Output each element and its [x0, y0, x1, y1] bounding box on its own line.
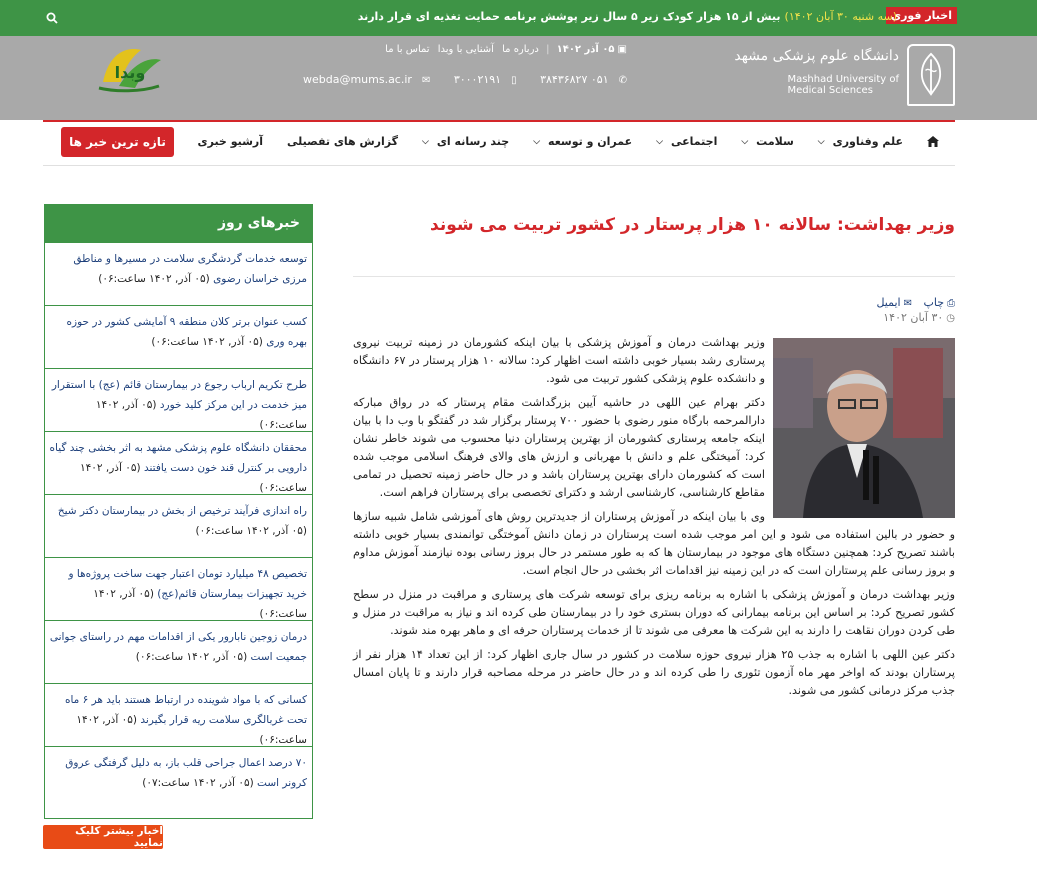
header-contact: [283, 73, 627, 86]
chevron-down-icon: ⌵: [741, 136, 749, 147]
chevron-down-icon: ⌵: [533, 136, 541, 147]
article-tools: [353, 296, 955, 309]
breaking-news-bar: [0, 0, 1037, 36]
article-title: وزیر بهداشت: سالانه ۱۰ هزار پرستار در کشور تربیت می شوند: [353, 215, 955, 277]
email-info[interactable]: ✉webda@mums.ac.ir: [302, 73, 431, 86]
nav-item-development[interactable]: عمران و توسعه ⌵: [533, 135, 633, 148]
search-icon[interactable]: [46, 12, 58, 24]
list-item[interactable]: تخصیص ۴۸ میلیارد تومان اعتبار جهت ساخت پروژه‌ها و خرید تجهیزات بیمارستان قائم(عج) (۰۵ آذر, ۱۴۰۲ ساعت:۰۶): [45, 558, 312, 621]
article-paragraph: وزیر بهداشت درمان و آموزش پزشکی با بیان اینکه کشورمان در زمینه تربیت نیروی پرستاری رشد بسیار خوبی داشته است اظهار کرد: سالانه ۱۰ هزار پرستار در ۶۷ دانشگاه و دانشکده علوم پزشکی کشور تربیت می شود.: [353, 336, 765, 385]
list-item[interactable]: کسب عنوان برتر کلان منطقه ۹ آمایشی کشور در حوزه بهره وری (۰۵ آذر, ۱۴۰۲ ساعت:۰۶): [45, 306, 312, 369]
nav-item-social[interactable]: اجتماعی ⌵: [656, 135, 718, 148]
fax-info: ▯۳۰۰۰۲۱۹۱: [453, 73, 517, 86]
email-button[interactable]: ✉ایمیل: [876, 296, 912, 309]
nav-item-reports[interactable]: گزارش های تفصیلی: [287, 135, 399, 148]
home-icon: [927, 136, 939, 147]
phone-info: ✆۰۵۱ ۳۸۴۳۶۸۲۷: [540, 73, 627, 86]
university-name-en: Mashhad University of Medical Sciences: [787, 74, 899, 96]
intro-webda-link[interactable]: آشنایی با وبدا: [437, 44, 494, 55]
ticker-date: (سه شنبه ۳۰ آبان ۱۴۰۲): [784, 10, 897, 23]
university-name-fa: دانشگاه علوم پزشکی مشهد: [734, 48, 899, 64]
webda-logo[interactable]: [95, 42, 165, 94]
header-date-links: ▣۰۵ آذر ۱۴۰۲ | درباره ما آشنایی با وبدا تماس با ما: [385, 44, 627, 55]
article-paragraph: دکتر عین اللهی با اشاره به جذب ۲۵ هزار نیروی حوزه سلامت در کشور در سال جاری اظهار کرد: از این تعداد ۱۴ هزار نفر از پرستاران بودند که اواخر مهر ماه آزمون تئوری را طی کرده اند و در حال حاضر در مرحله مصاحبه قرار دارند و تا پایان امسال جذب مرکز درمانی کشور می شوند.: [353, 648, 955, 697]
university-crest-icon: [907, 44, 955, 106]
university-logo[interactable]: [734, 44, 955, 106]
article-paragraph: وی با بیان اینکه در آموزش پرستاران از جدیدترین روش های آموزشی شامل شبیه سازها و حضور در بالین استفاده می شود و این امر موجب شده است پرستاران در زمان دانش آموختگی توانمندی بسیار خوبی داشته باشند تصریح کرد: همچنین دستگاه های موجود در بیمارستان ها که به طور مستمر در حال بروز رسانی بوده نیازمند آموزش مداوم و بروز رسانی علم پرستاران است که در این زمینه نیز اقدامات اثر بخشی در حال انجام است.: [353, 510, 955, 577]
nav-items: [186, 135, 947, 148]
chevron-down-icon: ⌵: [422, 136, 429, 147]
about-link[interactable]: درباره ما: [502, 44, 539, 55]
nav-item-health[interactable]: سلامت ⌵: [741, 135, 794, 148]
article-date: ◷۳۰ آبان ۱۴۰۲: [883, 311, 955, 324]
list-item[interactable]: ۷۰ درصد اعمال جراحی قلب باز، به دلیل گرفتگی عروق کرونر است (۰۵ آذر, ۱۴۰۲ ساعت:۰۷): [65, 757, 307, 789]
article-image: [773, 338, 955, 518]
list-item[interactable]: درمان زوجین نابارور یکی از اقدامات مهم در راستای جوانی جمعیت است (۰۵ آذر, ۱۴۰۲ ساعت:۰۶): [45, 621, 312, 684]
article-paragraph: وزیر بهداشت درمان و آموزش پزشکی با اشاره به برنامه ریزی برای توسعه شرکت های پرستاری و مراقبت در منزل در سطح کشور تصریح کرد: بر اساس این برنامه بیمارانی که دوران بستری خود را در بیمارستان طی کرده اند و نیاز به مراقبت در منزل و طی کردن دوران نقاهت را دارند به این شرکت ها معرفی می شوند تا از خدمات پرستاران حرفه ای و ماهر بهره مند شوند.: [353, 588, 955, 637]
svg-text:وبدا: وبدا: [114, 63, 146, 82]
latest-news-button[interactable]: تازه ترین خبر ها: [61, 127, 174, 157]
list-item[interactable]: راه اندازی فرآیند ترخیص از بخش در بیمارستان دکتر شیخ (۰۵ آذر, ۱۴۰۲ ساعت:۰۶): [45, 495, 312, 558]
main-nav: [43, 120, 955, 166]
phone-icon: ✆: [618, 75, 627, 86]
breaking-news-ticker[interactable]: [358, 10, 897, 23]
article: [353, 215, 955, 706]
site-header: [0, 36, 1037, 120]
envelope-icon: ✉: [903, 298, 912, 309]
clock-icon: ◷: [946, 313, 955, 324]
list-item[interactable]: طرح تکریم ارباب رجوع در بیمارستان قائم (عج) با استقرار میز خدمت در این مرکز کلید خورد (۰۵ آذر, ۱۴۰۲ ساعت:۰۶): [45, 369, 312, 432]
article-body: [353, 334, 955, 700]
ticker-headline[interactable]: بیش از ۱۵ هزار کودک زیر ۵ سال زیر پوشش برنامه حمایت تغذیه ای قرار دارند: [357, 10, 781, 23]
list-item[interactable]: کسانی که با مواد شوینده در ارتباط هستند باید هر ۶ ماه تحت غربالگری سلامت ریه قرار بگیرند (۰۵ آذر, ۱۴۰۲ ساعت:۰۶): [45, 684, 312, 747]
nav-item-multimedia[interactable]: چند رسانه ای ⌵: [422, 135, 510, 148]
calendar-icon: ▣: [617, 44, 627, 55]
chevron-down-icon: ⌵: [656, 136, 663, 147]
nav-item-science[interactable]: علم وفناوری ⌵: [817, 135, 903, 148]
print-button[interactable]: ⎙چاپ: [923, 296, 955, 309]
more-news-button[interactable]: اخبار بیشتر کلیک نمایید: [43, 825, 163, 849]
fax-icon: ▯: [511, 75, 517, 86]
list-item[interactable]: توسعه خدمات گردشگری سلامت در مسیرها و مناطق مرزی خراسان رضوی (۰۵ آذر, ۱۴۰۲ ساعت:۰۶): [45, 243, 312, 306]
nav-item-archive[interactable]: آرشیو خبری: [197, 135, 263, 148]
breaking-news-label: اخبار فوری: [886, 7, 957, 24]
sidebar-title: خبرهای روز: [45, 205, 312, 243]
article-paragraph: دکتر بهرام عین اللهی در حاشیه آیین بزرگداشت مقام پرستار که در رواق مبارکه دارالمرحمه بارگاه منور رضوی با حضور ۷۰۰ پرستار برگزار شد در گفتگو با وب دا با بیان اینکه جامعه پرستاری کشورمان از بهترین پرستاران دنیا محسوب می شوند خاطر نشان کرد: آمیختگی علم و دانش با مهربانی و ارزش های والای فرهنگ اسلامی موجب شده است که کشورمان دارای بهترین پرستاران باشد و در حال حاضر زمینه تحصیل در تمامی مقاطع کارشناسی، کارشناسی ارشد و دکترای تخصصی برای پرستاران فراهم است.: [353, 396, 765, 499]
nav-home[interactable]: [915, 135, 947, 148]
list-item[interactable]: محققان دانشگاه علوم پزشکی مشهد به اثر بخشی چند گیاه دارویی بر کنترل قند خون دست یافتند (۰۵ آذر, ۱۴۰۲ ساعت:۰۶): [45, 432, 312, 495]
header-date: ۰۵ آذر ۱۴۰۲: [556, 44, 615, 55]
contact-link[interactable]: تماس با ما: [385, 44, 430, 55]
speaker-photo: [773, 338, 955, 518]
envelope-icon: ✉: [421, 75, 431, 86]
chevron-down-icon: ⌵: [817, 136, 825, 147]
printer-icon: ⎙: [947, 298, 955, 309]
daily-news-sidebar: [44, 204, 313, 819]
